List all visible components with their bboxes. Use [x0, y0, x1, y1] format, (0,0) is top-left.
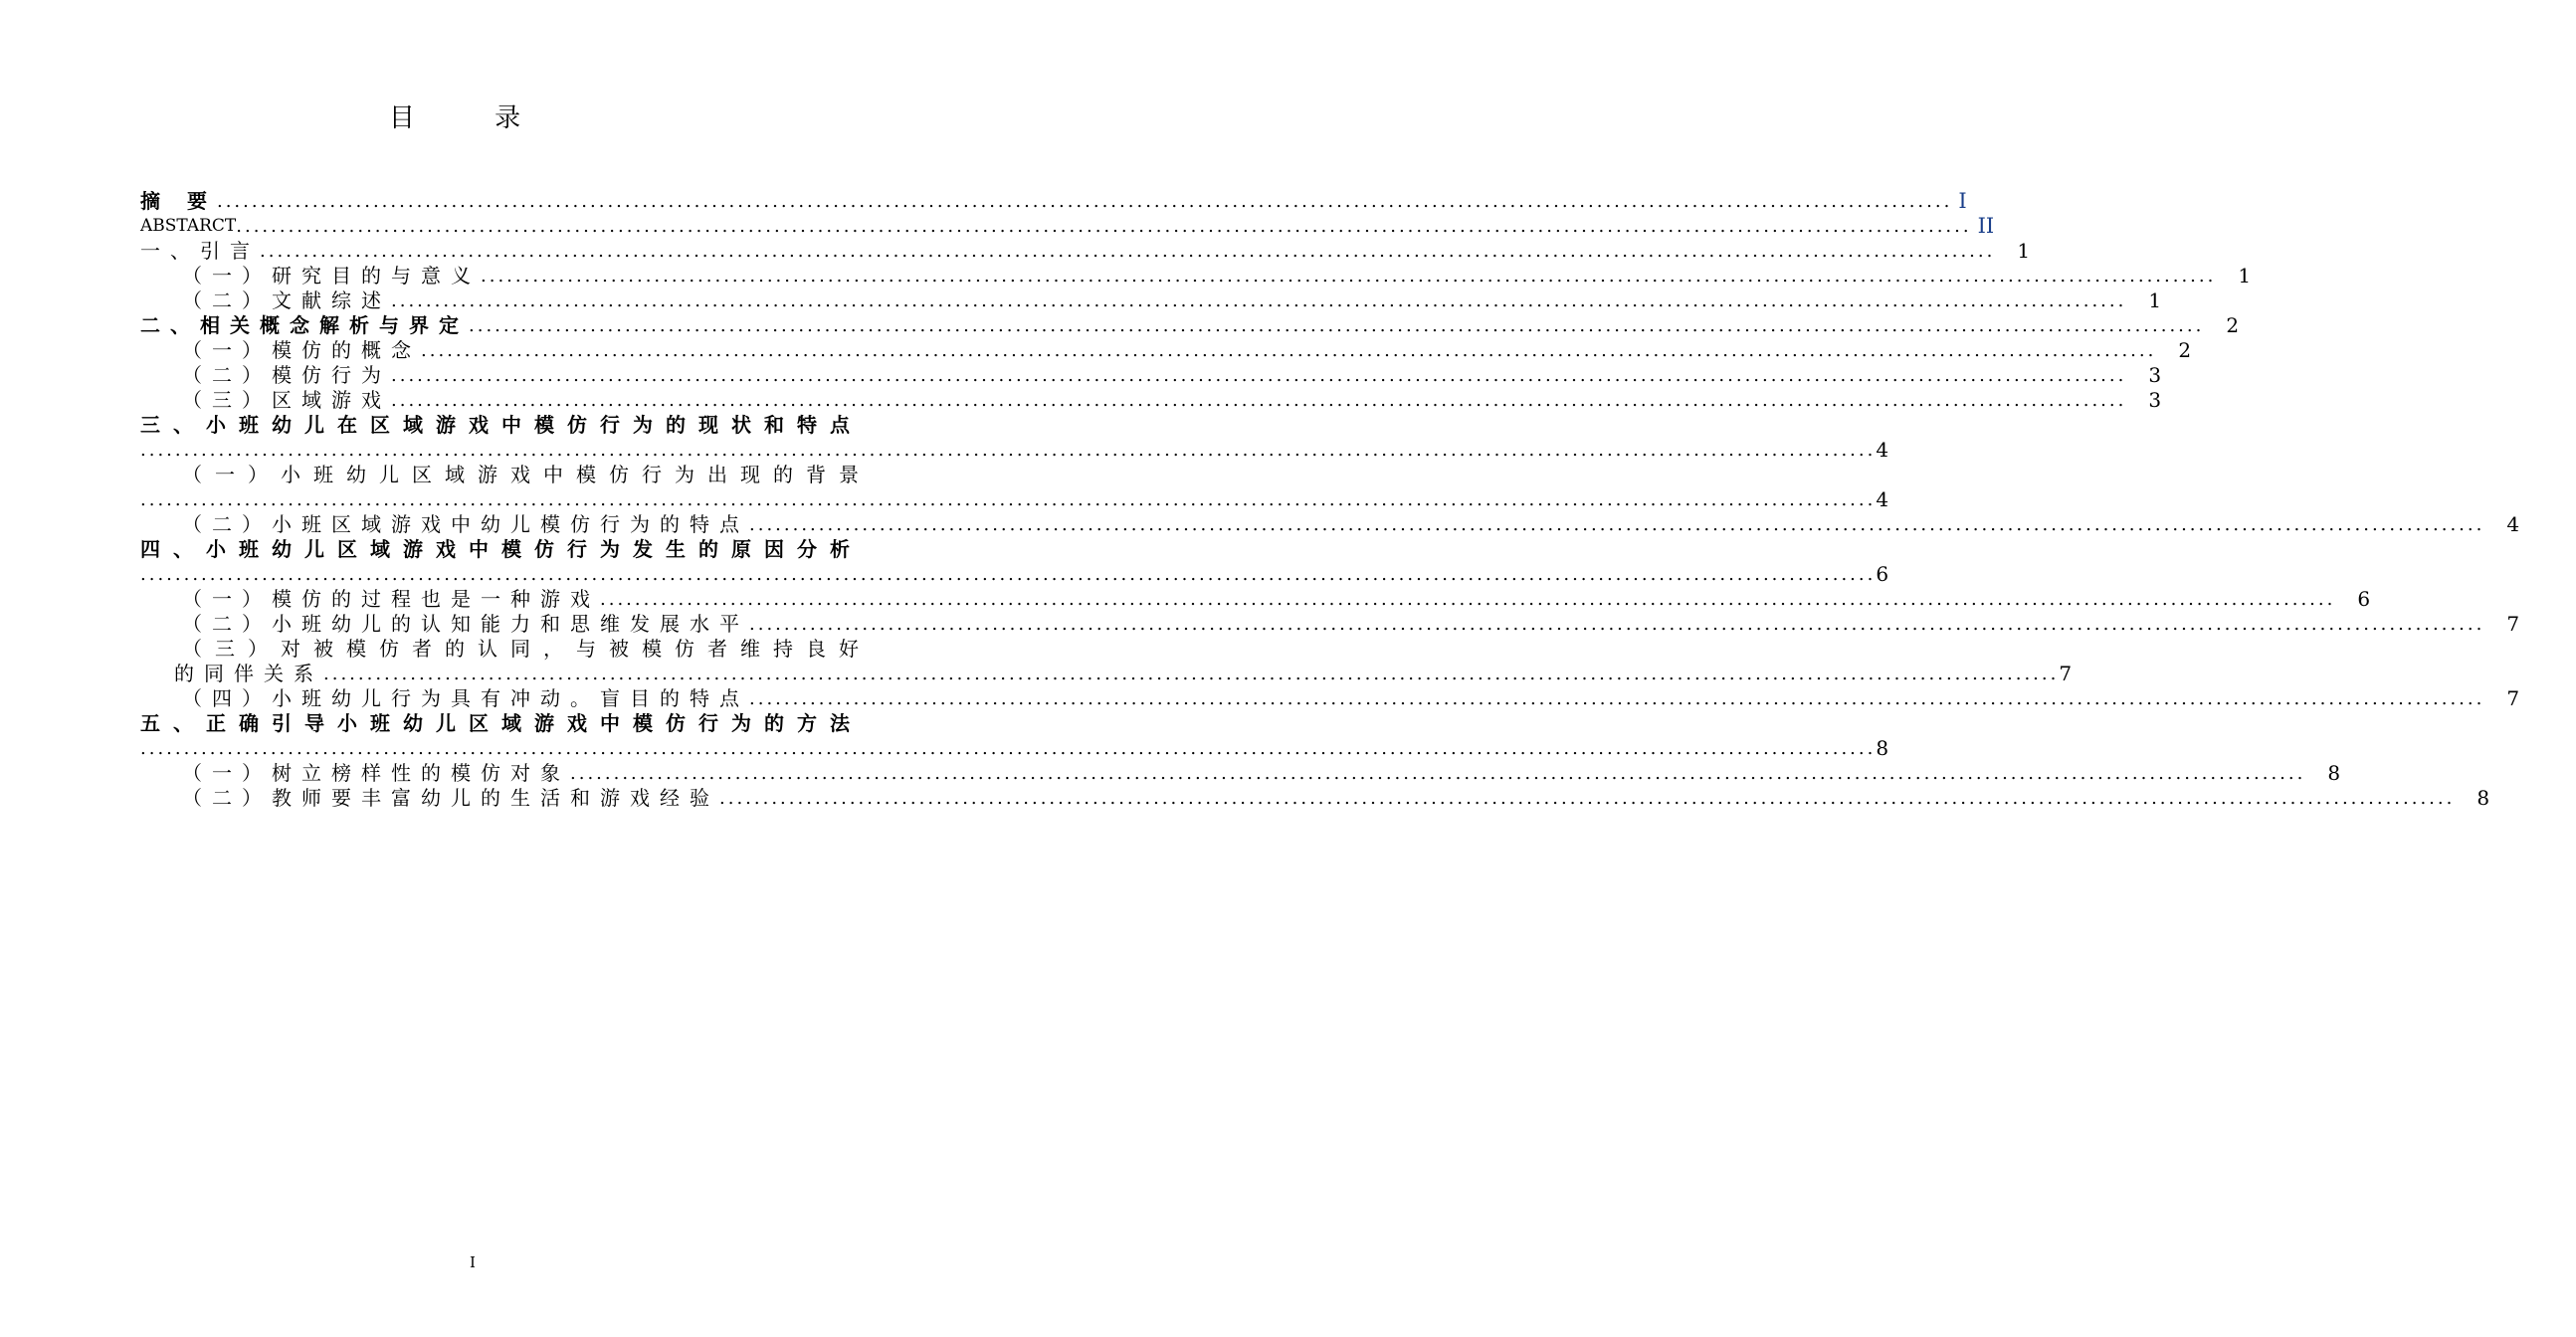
toc-entry-page: 4 — [1876, 438, 1889, 462]
dot-leader: ........................................................................................................................................................................................................ — [570, 763, 2306, 784]
toc-entry[interactable] — [140, 587, 2371, 612]
toc-entry[interactable] — [140, 214, 1995, 239]
toc-entry-page: 7 — [2506, 686, 2520, 710]
toc-entry[interactable] — [140, 686, 2520, 711]
dot-leader: ........................................................................................................................................................................................................ — [236, 216, 1972, 237]
toc-entry-label: 摘 要 — [140, 189, 217, 213]
toc-entry-label: （二）模仿行为 — [182, 363, 391, 387]
dot-leader: ........................................................................................................................................................................................................ — [749, 614, 2485, 635]
toc-entry-page: 8 — [2477, 786, 2490, 810]
toc-entry[interactable] — [140, 288, 2162, 313]
dot-leader: ........................................................................................................................................................................................................ — [140, 489, 1877, 510]
toc-entry-continuation[interactable] — [140, 487, 1889, 512]
dot-leader: ........................................................................................................................................................................................................ — [749, 514, 2485, 535]
toc-entry[interactable] — [140, 313, 2240, 338]
toc-entry-label: （一）模仿的过程也是一种游戏 — [182, 587, 600, 611]
toc-entry-label: （四）小班幼儿行为具有冲动。盲目的特点 — [182, 686, 749, 710]
page-title: 目 录 — [388, 103, 557, 133]
toc-entry[interactable] — [140, 711, 863, 736]
toc-entry-label: （一）小班幼儿区域游戏中模仿行为出现的背景 — [182, 463, 872, 486]
toc-entry-page: 1 — [2238, 264, 2252, 287]
toc-entry-label: （二）教师要丰富幼儿的生活和游戏经验 — [182, 786, 719, 810]
toc-entry[interactable] — [140, 637, 872, 662]
toc-entry[interactable] — [140, 413, 863, 438]
dot-leader: ........................................................................................................................................................................................................ — [323, 664, 2060, 684]
toc-entry-label: 四、小班幼儿区域游戏中模仿行为发生的原因分析 — [140, 537, 863, 561]
toc-entry-page: 8 — [1876, 736, 1889, 760]
toc-entry-page: 7 — [2506, 612, 2520, 636]
toc-entry-page: 7 — [2059, 662, 2073, 685]
toc-entry-page: 2 — [2178, 338, 2192, 362]
dot-leader: ........................................................................................................................................................................................................ — [216, 191, 1953, 212]
toc-entry-label: （二）文献综述 — [182, 288, 391, 312]
toc-entry-page: 4 — [1876, 487, 1889, 511]
toc-entry[interactable] — [140, 786, 2490, 811]
toc-entry[interactable] — [140, 463, 872, 487]
toc-entry-label: （一）模仿的概念 — [182, 338, 421, 362]
toc-entry[interactable] — [140, 338, 2192, 363]
dot-leader: ........................................................................................................................................................................................................ — [391, 365, 2127, 386]
toc-entry-label: 二、相关概念解析与界定 — [140, 313, 469, 337]
toc-entry-label: 一、引言 — [140, 239, 260, 263]
dot-leader: ........................................................................................................................................................................................................ — [600, 589, 2336, 610]
dot-leader: ........................................................................................................................................................................................................ — [140, 738, 1877, 759]
dot-leader: ........................................................................................................................................................................................................ — [469, 315, 2205, 336]
toc-entry[interactable] — [140, 264, 2252, 288]
toc-entry-page: 2 — [2226, 313, 2240, 337]
dot-leader: ........................................................................................................................................................................................................ — [391, 390, 2127, 411]
dot-leader: ........................................................................................................................................................................................................ — [391, 290, 2127, 311]
toc-entry-page: 1 — [2017, 239, 2031, 263]
toc-entry[interactable] — [140, 761, 2341, 786]
toc-entry[interactable] — [140, 612, 2520, 637]
dot-leader: ........................................................................................................................................................................................................ — [481, 266, 2217, 286]
toc-entry-label: 五、正确引导小班幼儿区域游戏中模仿行为的方法 — [140, 711, 863, 735]
dot-leader: ........................................................................................................................................................................................................ — [260, 241, 1996, 262]
dot-leader: ........................................................................................................................................................................................................ — [749, 688, 2485, 709]
dot-leader: ........................................................................................................................................................................................................ — [140, 564, 1877, 585]
toc-entry-page: 6 — [2357, 587, 2371, 611]
toc-entry-label: 三、小班幼儿在区域游戏中模仿行为的现状和特点 — [140, 413, 863, 437]
toc-entry-page: II — [1977, 214, 1995, 238]
toc-entry-label: （三）区域游戏 — [182, 388, 391, 412]
toc-entry-label-continued: 的同伴关系 — [174, 662, 323, 685]
table-of-contents — [140, 189, 2520, 811]
toc-entry-label: （三）对被模仿者的认同，与被模仿者维持良好 — [182, 637, 872, 661]
toc-entry-continuation[interactable] — [140, 562, 1889, 587]
toc-entry[interactable] — [140, 239, 2031, 264]
toc-entry-label: （二）小班区域游戏中幼儿模仿行为的特点 — [182, 512, 749, 536]
toc-entry-label: ABSTARCT — [140, 216, 237, 236]
toc-entry-label: （二）小班幼儿的认知能力和思维发展水平 — [182, 612, 749, 636]
dot-leader: ........................................................................................................................................................................................................ — [719, 788, 2456, 809]
toc-entry-page: 6 — [1876, 562, 1889, 586]
toc-entry[interactable] — [140, 388, 2162, 413]
toc-entry[interactable] — [140, 512, 2520, 537]
toc-entry[interactable] — [140, 537, 863, 562]
toc-entry-continuation[interactable] — [140, 662, 2073, 686]
dot-leader: ........................................................................................................................................................................................................ — [140, 440, 1877, 461]
page-number-footer: I — [470, 1253, 476, 1271]
toc-entry-page: 4 — [2506, 512, 2520, 536]
toc-entry-page: 8 — [2327, 761, 2341, 785]
toc-entry-continuation[interactable] — [140, 438, 1889, 463]
toc-entry-page: 3 — [2148, 363, 2162, 387]
toc-entry-page: 3 — [2148, 388, 2162, 412]
dot-leader: ........................................................................................................................................................................................................ — [421, 340, 2157, 361]
toc-entry-label: （一）树立榜样性的模仿对象 — [182, 761, 570, 785]
toc-entry-continuation[interactable] — [140, 736, 1889, 761]
toc-entry[interactable] — [140, 189, 1967, 214]
toc-entry-label: （一）研究目的与意义 — [182, 264, 481, 287]
toc-entry-page: 1 — [2148, 288, 2162, 312]
toc-entry-page: I — [1958, 189, 1967, 213]
toc-entry[interactable] — [140, 363, 2162, 388]
